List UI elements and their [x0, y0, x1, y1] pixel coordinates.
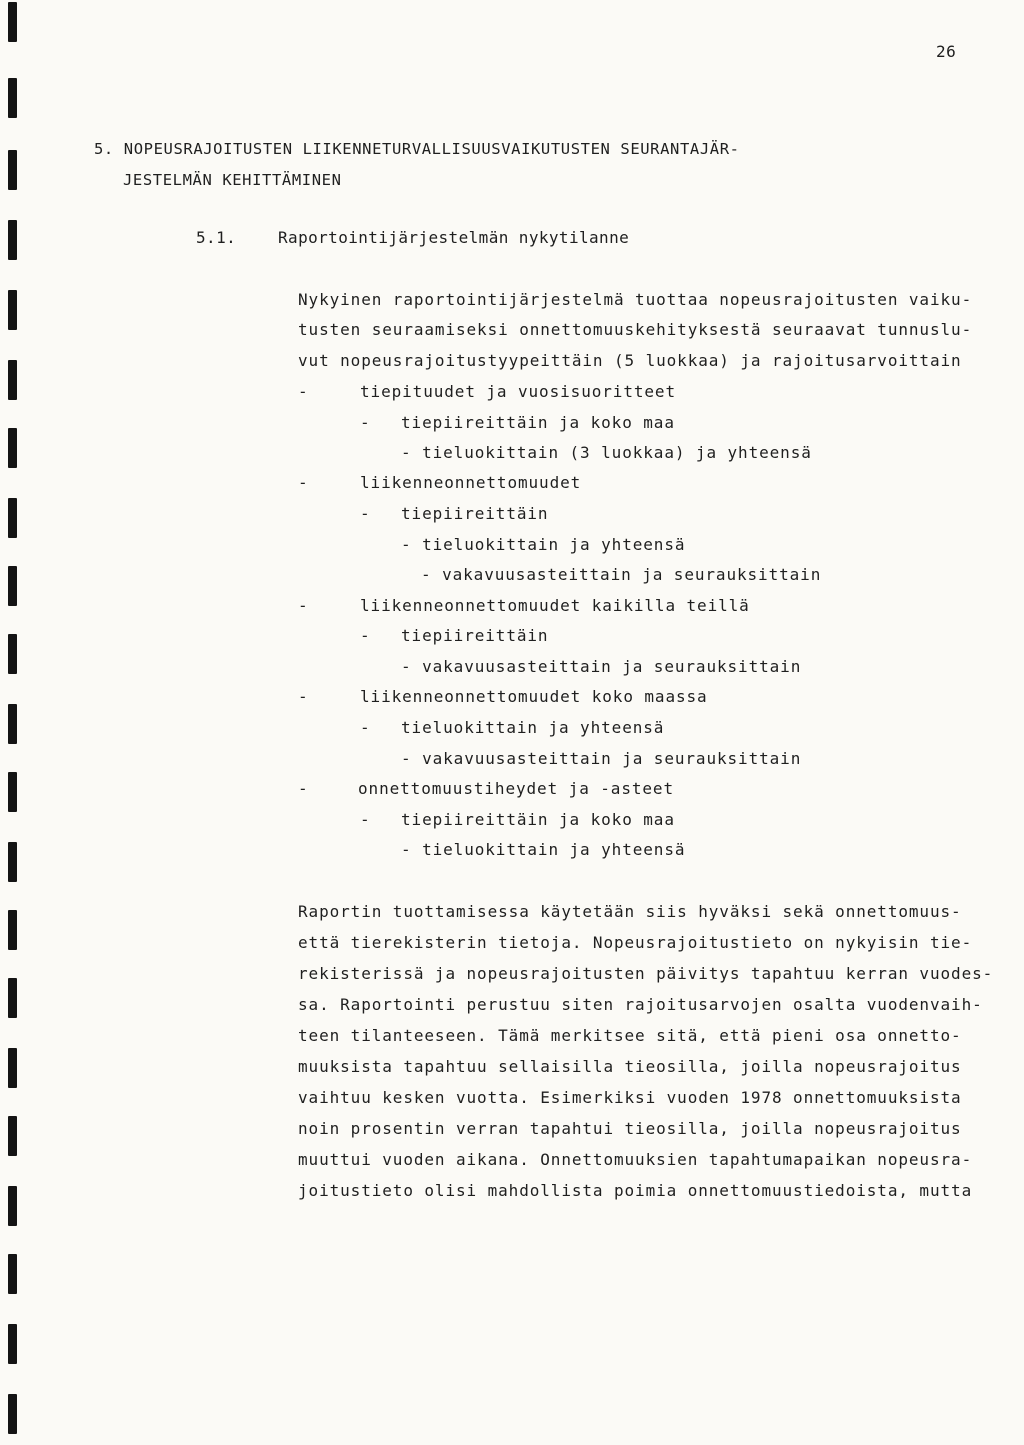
binding-holes: [8, 0, 20, 1445]
binding-hole: [8, 1186, 17, 1226]
list-dash: -: [360, 413, 370, 432]
binding-hole: [8, 2, 17, 42]
body-line: teen tilanteeseen. Tämä merkitsee sitä, että pieni osa onnetto-: [298, 1026, 962, 1045]
intro-line: tusten seuraamiseksi onnettomuuskehityksestä seuraavat tunnuslu-: [298, 320, 973, 339]
binding-hole: [8, 428, 17, 468]
list-dash: -: [360, 718, 370, 737]
body-line: sa. Raportointi perustuu siten rajoitusarvojen osalta vuodenvaih-: [298, 995, 983, 1014]
binding-hole: [8, 772, 17, 812]
binding-hole: [8, 498, 17, 538]
list-item: tieluokittain ja yhteensä: [401, 718, 665, 737]
binding-hole: [8, 290, 17, 330]
binding-hole: [8, 1394, 17, 1434]
binding-hole: [8, 1254, 17, 1294]
section-heading-line-2: JESTELMÄN KEHITTÄMINEN: [123, 171, 342, 189]
list-dash: -: [360, 504, 370, 523]
binding-hole: [8, 150, 17, 190]
section-heading: [94, 134, 740, 196]
binding-hole: [8, 1048, 17, 1088]
body-line: rekisterissä ja nopeusrajoitusten päivitys tapahtuu kerran vuodes-: [298, 964, 994, 983]
intro-line: vut nopeusrajoitustyypeittäin (5 luokkaa) ja rajoitusarvoittain: [298, 351, 962, 370]
list-item: tiepiireittäin ja koko maa: [401, 810, 675, 829]
binding-hole: [8, 634, 17, 674]
binding-hole: [8, 360, 17, 400]
list-item: liikenneonnettomuudet koko maassa: [360, 687, 708, 706]
list-item: - vakavuusasteittain ja seurauksittain: [421, 565, 822, 584]
list-item: tiepiireittäin: [401, 504, 549, 523]
list-item: - tieluokittain ja yhteensä: [401, 840, 686, 859]
list-item: tiepituudet ja vuosisuoritteet: [360, 382, 676, 401]
list-dash: -: [298, 779, 308, 798]
binding-hole: [8, 910, 17, 950]
binding-hole: [8, 220, 17, 260]
body-line: vaihtuu kesken vuotta. Esimerkiksi vuoden 1978 onnettomuuksista: [298, 1088, 962, 1107]
subsection-title: Raportointijärjestelmän nykytilanne: [278, 228, 630, 247]
list-item: liikenneonnettomuudet kaikilla teillä: [360, 596, 750, 615]
binding-hole: [8, 1116, 17, 1156]
list-item: tiepiireittäin: [401, 626, 549, 645]
subsection-heading: [196, 228, 629, 247]
binding-hole: [8, 78, 17, 118]
list-item: - tieluokittain ja yhteensä: [401, 535, 686, 554]
body-line: että tierekisterin tietoja. Nopeusrajoitustieto on nykyisin tie-: [298, 933, 973, 952]
body-line: noin prosentin verran tapahtui tieosilla, joilla nopeusrajoitus: [298, 1119, 962, 1138]
intro-line: Nykyinen raportointijärjestelmä tuottaa nopeusrajoitusten vaiku-: [298, 290, 973, 309]
page-number: 26: [936, 42, 957, 61]
list-dash: -: [360, 626, 370, 645]
list-item: - vakavuusasteittain ja seurauksittain: [401, 657, 802, 676]
subsection-number: 5.1.: [196, 228, 237, 247]
list-item: onnettomuustiheydet ja -asteet: [358, 779, 674, 798]
binding-hole: [8, 978, 17, 1018]
list-dash: -: [298, 596, 308, 615]
list-item: liikenneonnettomuudet: [360, 473, 582, 492]
list-item: - vakavuusasteittain ja seurauksittain: [401, 749, 802, 768]
list-dash: -: [360, 810, 370, 829]
binding-hole: [8, 704, 17, 744]
list-dash: -: [298, 473, 308, 492]
binding-hole: [8, 1324, 17, 1364]
body-line: Raportin tuottamisessa käytetään siis hyväksi sekä onnettomuus-: [298, 902, 962, 921]
body-line: muuksista tapahtuu sellaisilla tieosilla, joilla nopeusrajoitus: [298, 1057, 962, 1076]
binding-hole: [8, 842, 17, 882]
body-line: joitustieto olisi mahdollista poimia onnettomuustiedoista, mutta: [298, 1181, 973, 1200]
list-dash: -: [298, 382, 308, 401]
body-line: muuttui vuoden aikana. Onnettomuuksien tapahtumapaikan nopeusra-: [298, 1150, 973, 1169]
list-item: - tieluokittain (3 luokkaa) ja yhteensä: [401, 443, 812, 462]
list-item: tiepiireittäin ja koko maa: [401, 413, 675, 432]
binding-hole: [8, 566, 17, 606]
section-heading-line-1: 5. NOPEUSRAJOITUSTEN LIIKENNETURVALLISUUSVAIKUTUSTEN SEURANTAJÄR-: [94, 140, 740, 158]
list-dash: -: [298, 687, 308, 706]
